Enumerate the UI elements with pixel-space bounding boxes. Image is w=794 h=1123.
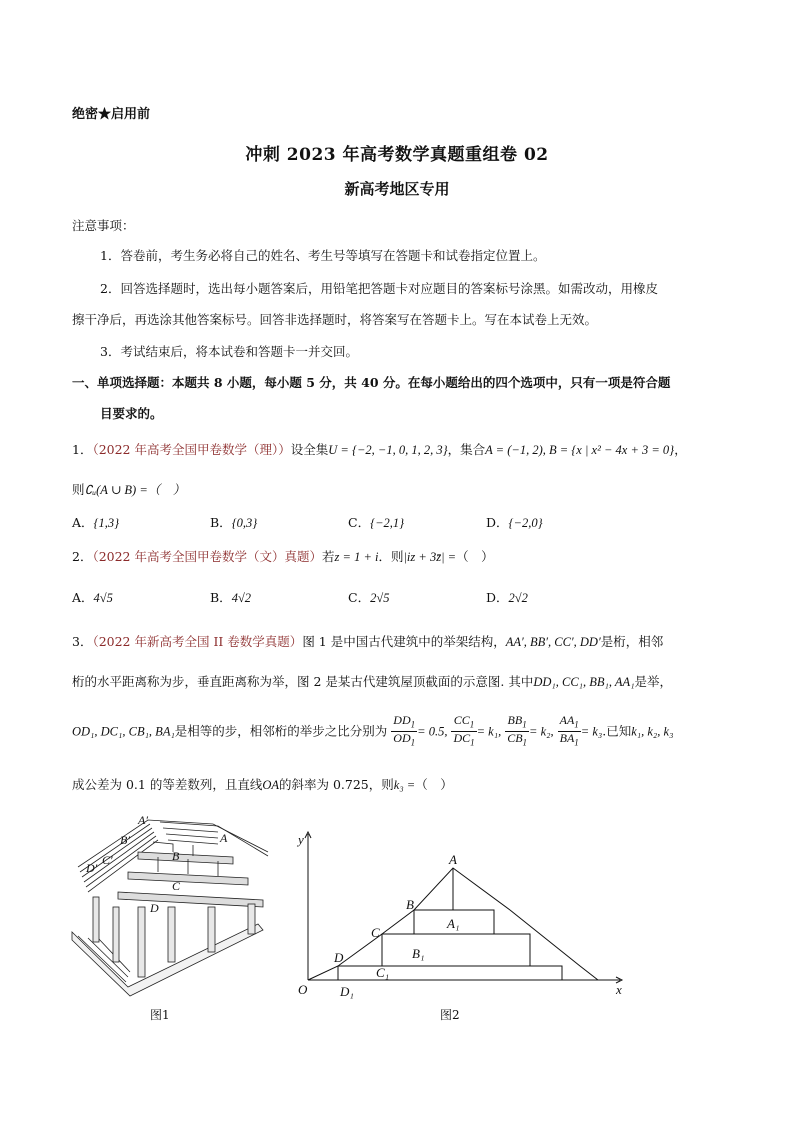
notes-heading: 注意事项： [72, 218, 135, 233]
section-heading-cont: 目要求的。 [100, 406, 163, 421]
svg-text:B₁: B₁ [412, 946, 425, 961]
question-source: （2022 年新高考全国 II 卷数学真题） [92, 634, 303, 649]
option-b[interactable]: B．{0,3} [210, 515, 258, 530]
question-1-cont: 则∁ᵤ(A ∪ B) =（ ） [72, 482, 186, 497]
fig1-label: A′ [138, 813, 148, 827]
ratio-3: $\frac{BB_1}{CB_1}$ [507, 713, 528, 748]
option-a[interactable]: A．{1,3} [72, 515, 120, 530]
question-3: 3．（2022 年新高考全国 II 卷数学真题）图 1 是中国古代建筑中的举架结构，AA′, BB′, CC′, DD′是桁，相邻 [72, 634, 664, 649]
notes-item-2: 2．回答选择题时，选出每小题答案后，用铅笔把答题卡对应题目的答案标号涂黑。如需改动，用橡皮 [100, 281, 658, 296]
svg-text:A: A [449, 852, 457, 867]
question-3-line-3: OD₁, DC₁, CB₁, BA₁是相等的步，相邻桁的举步之比分别为 $\frac{DD_1}{OD_1}$ = 0.5, $\frac{CC_1}{DC_1}$ = k₁, $\frac{BB_1}{CB_1}$ = k₂, $\frac{AA_1}{BA_1}$ = k₃.已知k₁, k₂, k₃ [72, 713, 674, 748]
section-heading: 一、单项选择题：本题共 8 小题，每小题 5 分，共 40 分。在每小题给出的四个选项中，只有一项是符合题 [72, 375, 671, 390]
option-c[interactable]: C．{−2,1} [348, 515, 405, 530]
svg-text:x: x [616, 982, 622, 997]
question-number: 2． [72, 549, 93, 564]
rect-c [382, 934, 530, 966]
fig1-label: B′ [120, 833, 130, 847]
secret-label: 绝密★启用前 [72, 107, 151, 122]
ratio-2: $\frac{CC_1}{DC_1}$ [453, 713, 475, 748]
svg-text:A₁: A₁ [447, 916, 460, 931]
option-a[interactable]: A．4√5 [72, 590, 113, 605]
fig1-label: C [172, 879, 181, 893]
option-d[interactable]: D．{−2,0} [486, 515, 543, 530]
notes-item-3: 3．考试结束后，将本试卷和答题卡一并交回。 [100, 344, 358, 359]
svg-text:O: O [298, 982, 308, 997]
notes-item-2-cont: 擦干净后，再选涂其他答案标号。回答非选择题时，将答案写在答题卡上。写在本试卷上无效。 [72, 312, 598, 327]
set-ab: A = (−1, 2), B = {x | x² − 4x + 3 = 0} [485, 443, 675, 457]
page-subtitle: 新高考地区专用 [344, 180, 450, 198]
question-source: （2022 年高考全国甲卷数学（文）真题） [92, 549, 322, 564]
figure-1-caption: 图1 [150, 1008, 170, 1022]
fig1-label: C′ [102, 853, 113, 867]
complement-expr: ∁ᵤ(A ∪ B) =（ ） [84, 483, 186, 497]
svg-text:B: B [406, 897, 414, 912]
question-2: 2．（2022 年高考全国甲卷数学（文）真题）若z = 1 + i．则|iz + 3z̄| =（ ） [72, 549, 494, 564]
ratio-4: $\frac{AA_1}{BA_1}$ [559, 713, 579, 748]
svg-text:D₁: D₁ [340, 984, 354, 999]
ratio-1: $\frac{DD_1}{OD_1}$ [393, 713, 416, 748]
option-b[interactable]: B．4√2 [210, 590, 252, 605]
svg-text:y: y [298, 832, 304, 847]
question-3-line-2: 桁的水平距离称为步，垂直距离称为举，图 2 是某古代建筑屋顶截面的示意图. 其中DD₁, CC₁, BB₁, AA₁是举， [72, 674, 673, 689]
rect-d [338, 966, 562, 980]
fig1-label: D′ [86, 861, 98, 875]
fig1-label: D [150, 901, 159, 915]
option-d[interactable]: D．2√2 [486, 590, 528, 605]
modulus-expr: |iz + 3z̄| = [403, 550, 457, 564]
question-number: 3． [72, 634, 93, 649]
notes-item-1: 1．答卷前，考生务必将自己的姓名、考生号等填写在答题卡和试卷指定位置上。 [100, 248, 546, 263]
svg-text:D: D [334, 950, 344, 965]
question-number: 1． [72, 442, 93, 457]
option-c[interactable]: C．2√5 [348, 590, 390, 605]
svg-text:C₁: C₁ [376, 965, 390, 980]
figure-2-cross-section [290, 822, 630, 1002]
fig1-label: B [172, 849, 180, 863]
set-u: U = {−2, −1, 0, 1, 2, 3} [328, 443, 448, 457]
figure-1-roof-structure [68, 812, 278, 1002]
fig1-label: A [220, 831, 228, 845]
figure-2-caption: 图2 [440, 1008, 460, 1022]
page-title: 冲刺 2023 年高考数学真题重组卷 02 [245, 145, 549, 165]
question-3-line-4: 成公差为 0.1 的等差数列，且直线OA的斜率为 0.725，则k₃ =（ ） [72, 777, 453, 792]
question-source: （2022 年高考全国甲卷数学（理）） [92, 442, 291, 457]
question-1: 1．（2022 年高考全国甲卷数学（理））设全集U = {−2, −1, 0, 1, 2, 3}，集合A = (−1, 2), B = {x | x² − 4x + 3 = 0}， [72, 442, 687, 457]
svg-text:C: C [371, 925, 380, 940]
